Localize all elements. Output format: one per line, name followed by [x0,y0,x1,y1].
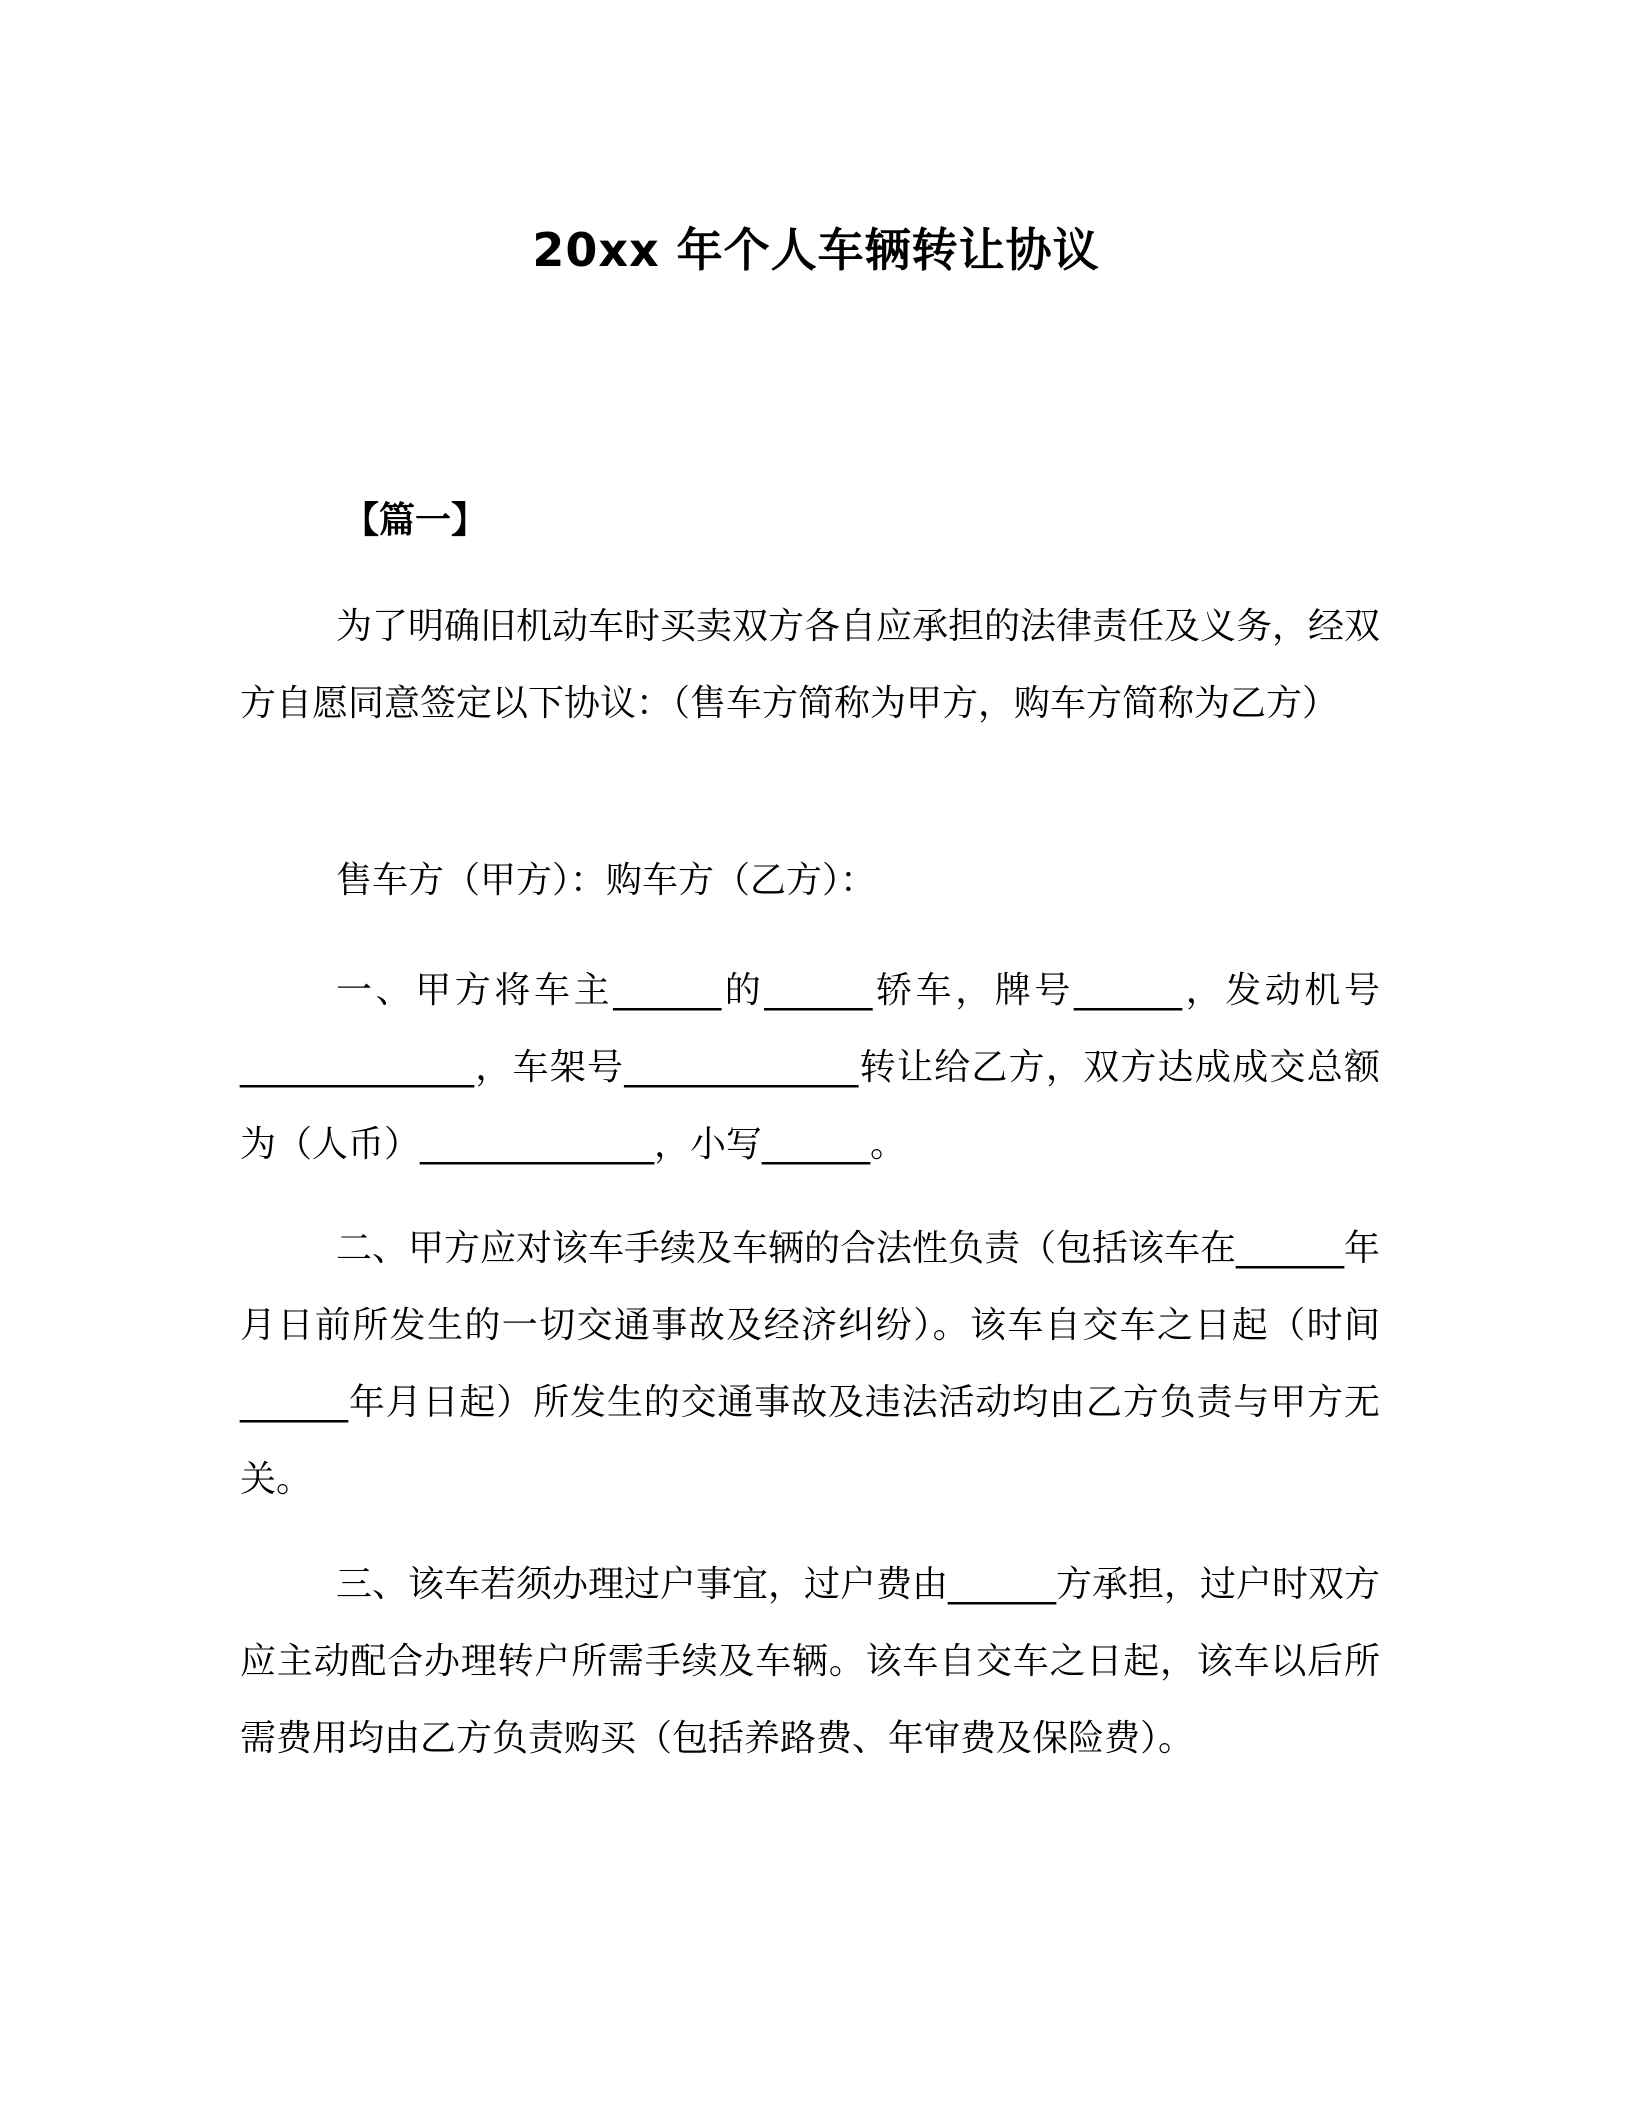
parties-paragraph [240,842,1380,919]
clause-3-paragraph [240,1546,1380,1777]
clause-3-text: 三、该车若须办理过户事宜，过户费由______方承担，过户时双方应主动配合办理转户所需手续及车辆。该车自交车之日起，该车以后所需费用均由乙方负责购买（包括养路费、年审费及保险费）。 [240,1564,1381,1759]
section-label: 【篇一】 [343,500,488,541]
intro-paragraph [240,588,1380,742]
clause-1-paragraph [240,952,1380,1183]
intro-paragraph-text: 为了明确旧机动车时买卖双方各自应承担的法律责任及义务，经双方自愿同意签定以下协议：（售车方简称为甲方，购车方简称为乙方） [240,606,1381,724]
clause-2-paragraph [240,1210,1380,1518]
parties-paragraph-text: 售车方（甲方）：购车方（乙方）： [336,860,877,901]
document-title: 20xx 年个人车辆转让协议 [532,223,1100,277]
clause-1-text: 一、甲方将车主______的______轿车，牌号______，发动机号_____________，车架号_____________转让给乙方，双方达成成交总额为（人币）_____________，小写______。 [240,970,1380,1165]
clause-2-text: 二、甲方应对该车手续及车辆的合法性负责（包括该车在______年月日前所发生的一切交通事故及经济纠纷）。该车自交车之日起（时间______年月日起）所发生的交通事故及违法活动均由乙方负责与甲方无关。 [240,1228,1381,1500]
